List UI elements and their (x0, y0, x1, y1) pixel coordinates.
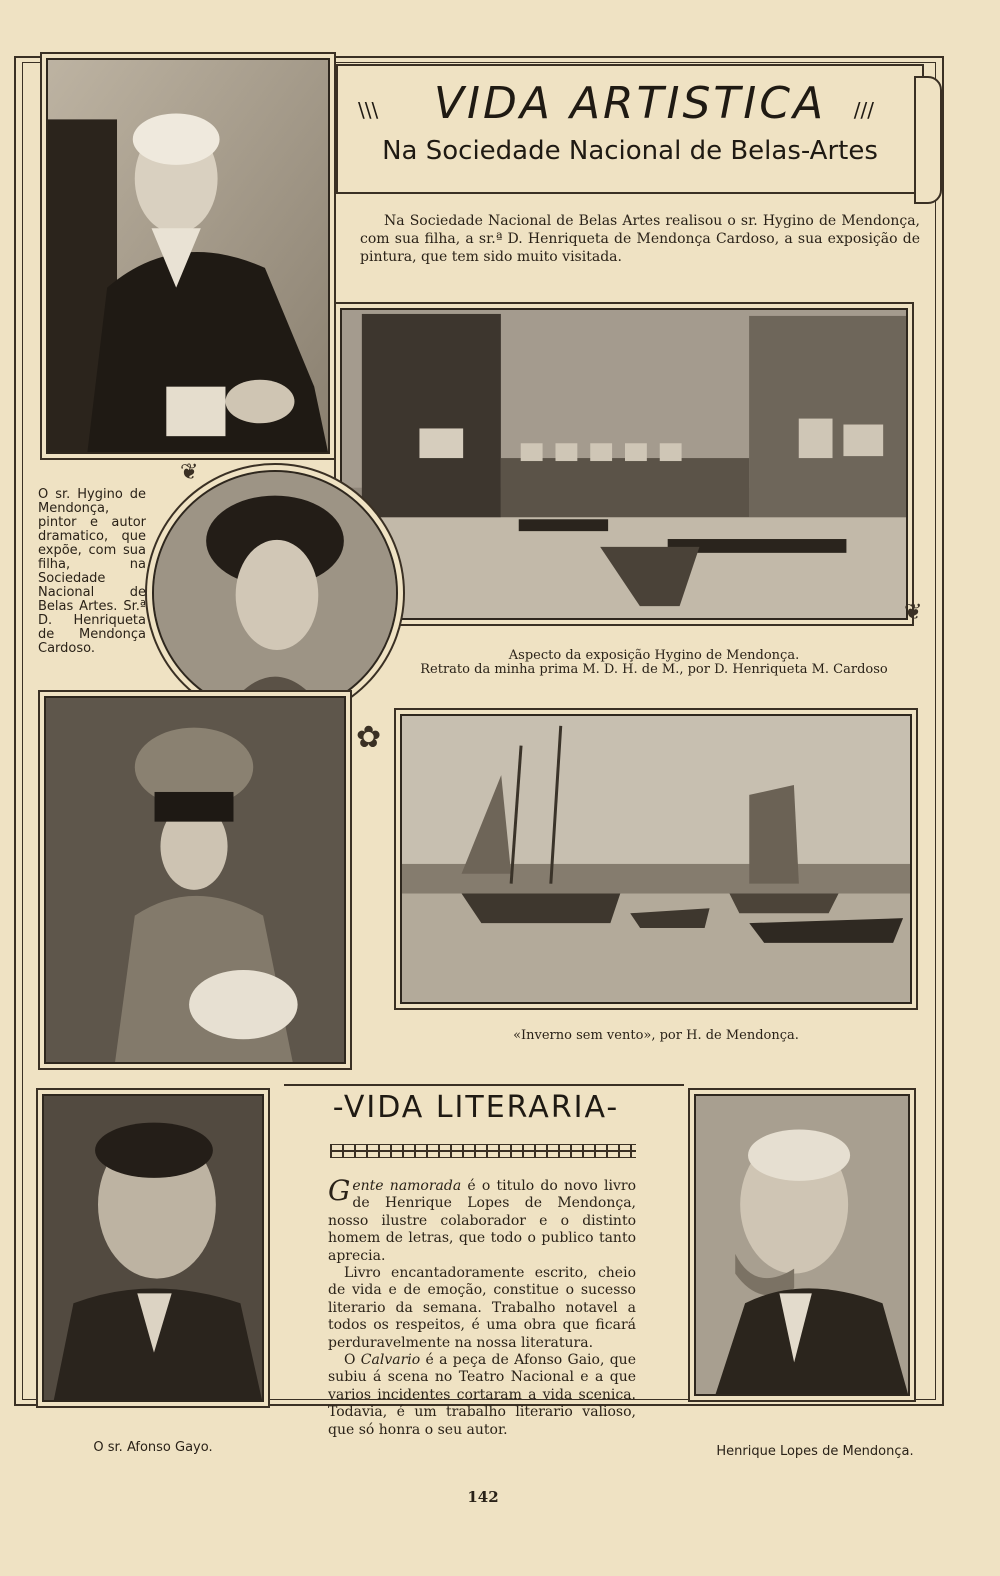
floral-ornament-left: ❦ (180, 460, 199, 485)
article-paragraph-3 (328, 1352, 636, 1439)
page-number: 142 (467, 1488, 499, 1506)
caption-afonso-gayo: O sr. Afonso Gayo. (93, 1440, 213, 1455)
intro-paragraph: Na Sociedade Nacional de Belas Artes realisou o sr. Hygino de Mendonça, com sua filha, a sr.ª D. Henriqueta de Mendonça Cardoso, a sua exposição de pintura, que tem sido muito visitada. (360, 213, 920, 265)
banner-decoration-left: \\\ (358, 98, 379, 122)
article-paragraph-2: Livro encantadoramente escrito, cheio de vida e de emoção, constitue o sucesso literario da semana. Trabalho notavel a todos os respeitos, é uma obra que ficará perduravelmente na nossa literatura. (328, 1265, 636, 1351)
article-paragraph-1 (328, 1174, 636, 1265)
caption-hygino: O sr. Hygino de Mendonça, pintor e autor dramatico, que expõe, com sua filha, na Sociedade Nacional de Belas Artes. Sr.ª D. Henriqueta de Mendonça Cardoso. (38, 487, 146, 656)
caption-henrique-lopes: Henrique Lopes de Mendonça. (716, 1444, 914, 1459)
photo-girl-painting (44, 696, 346, 1064)
photo-round-portrait (152, 470, 398, 716)
article-paragraph-3-text: é a peça de Afonso Gaio, que subiu á scena no Teatro Nacional e a que varios incidentes cortaram a vida scenica. Todavia, é um trabalho literario valioso, que só honra o seu autor. (328, 1352, 636, 1438)
literary-article (328, 1174, 636, 1439)
section-title: VIDA ARTISTICA (433, 78, 827, 129)
photo-exhibition-hall (340, 308, 908, 620)
photo-boats-painting (400, 714, 912, 1004)
caption-exhibition: Aspecto da exposição Hygino de Mendonça. (508, 648, 800, 663)
floral-ornament-middle: ✿ (356, 720, 382, 755)
literary-title: -VIDA LITERARIA- (332, 1090, 620, 1125)
chain-ornament (330, 1144, 636, 1158)
caption-portrait: Retrato da minha prima M. D. H. de M., por D. Henriqueta M. Cardoso (420, 662, 888, 677)
scroll-curl-ornament (914, 76, 942, 204)
book-title-gente-namorada: ente namorada (352, 1178, 462, 1194)
banner-decoration-right: /// (853, 98, 874, 122)
section-subtitle: Na Sociedade Nacional de Belas-Artes (382, 136, 878, 166)
photo-hygino-mendonca (46, 58, 330, 454)
literary-top-rule (284, 1084, 684, 1086)
article-paragraph-1-text: é o titulo do novo livro de Henrique Lopes de Mendonça, nosso ilustre colaborador e o distinto homem de letras, que todo o publico tanto aprecia. (328, 1178, 636, 1264)
section-banner (336, 64, 924, 194)
floral-ornament-right: ❦ (904, 600, 923, 625)
article-paragraph-3-lead: O (344, 1352, 361, 1369)
drop-cap: G (328, 1174, 351, 1207)
photo-henrique-lopes-mendonca (694, 1094, 910, 1396)
caption-painting: «Inverno sem vento», por H. de Mendonça. (513, 1028, 799, 1043)
play-title-calvario: Calvario (360, 1352, 421, 1369)
photo-afonso-gayo (42, 1094, 264, 1402)
